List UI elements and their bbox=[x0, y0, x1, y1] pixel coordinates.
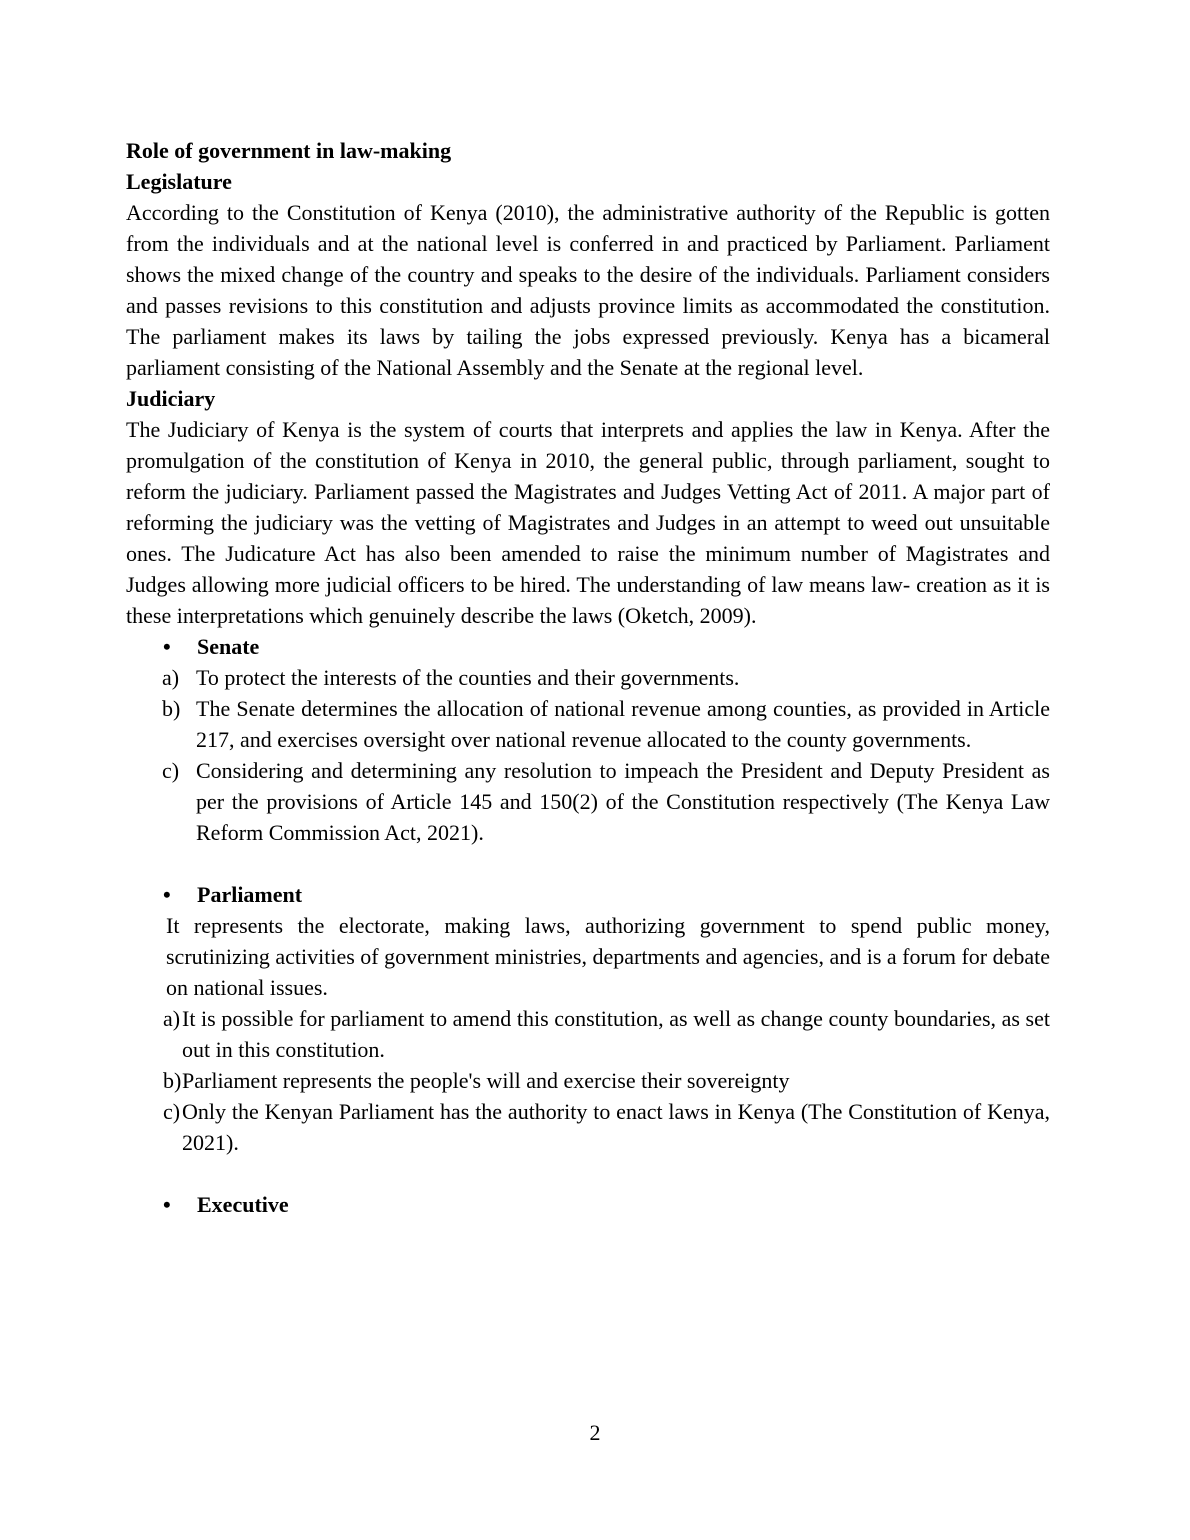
list-item-parliament-c bbox=[126, 1096, 1050, 1158]
document-body bbox=[126, 135, 1050, 1220]
bullet-heading-executive bbox=[126, 1189, 1050, 1220]
bullet-label-parliament: Parliament bbox=[197, 882, 303, 907]
list-marker: c) bbox=[162, 758, 180, 783]
heading-role-of-government: Role of government in law-making bbox=[126, 138, 452, 163]
list-item-parliament-a bbox=[126, 1003, 1050, 1065]
blank-line bbox=[126, 1158, 1050, 1189]
heading-judiciary: Judiciary bbox=[126, 386, 216, 411]
bullet-label-executive: Executive bbox=[197, 1192, 289, 1217]
page-number: 2 bbox=[589, 1420, 601, 1445]
bullet-icon: • bbox=[163, 1192, 171, 1217]
list-item-text: It is possible for parliament to amend this constitution, as well as change county boundaries, as set out in this constitution. bbox=[182, 1006, 1050, 1062]
list-item-senate-b bbox=[126, 693, 1050, 755]
bullet-heading-senate bbox=[126, 631, 1050, 662]
paragraph-judiciary: The Judiciary of Kenya is the system of courts that interprets and applies the law in Kenya. After the promulgation of the constitution of Kenya in 2010, the general public, through parliament, sought to reform the judiciary. Parliament passed the Magistrates and Judges Vetting Act of 2011. A major part of reforming the judiciary was the vetting of Magistrates and Judges in an attempt to weed out unsuitable ones. The Judicature Act has also been amended to raise the minimum number of Magistrates and Judges allowing more judicial officers to be hired. The understanding of law means law- creation as it is these interpretations which genuinely describe the laws (Oketch, 2009). bbox=[126, 417, 1050, 628]
heading-legislature: Legislature bbox=[126, 169, 232, 194]
list-marker: a) bbox=[163, 1006, 181, 1031]
list-marker: b) bbox=[163, 1068, 182, 1093]
list-item-text: Only the Kenyan Parliament has the authority to enact laws in Kenya (The Constitution of Kenya, 2021). bbox=[182, 1099, 1050, 1155]
list-item-parliament-b bbox=[126, 1065, 1050, 1096]
list-item-senate-c bbox=[126, 755, 1050, 848]
bullet-icon: • bbox=[163, 882, 171, 907]
paragraph-parliament-intro: It represents the electorate, making laws, authorizing government to spend public money, scrutinizing activities of government ministries, departments and agencies, and is a forum for debate on national issues. bbox=[166, 913, 1051, 1000]
list-item-senate-a bbox=[126, 662, 1050, 693]
paragraph-legislature: According to the Constitution of Kenya (2010), the administrative authority of the Republic is gotten from the individuals and at the national level is conferred in and practiced by Parliament. Parliament shows the mixed change of the country and speaks to the desire of the individuals. Parliament considers and passes revisions to this constitution and adjusts province limits as accommodated the constitution. The parliament makes its laws by tailing the jobs expressed previously. Kenya has a bicameral parliament consisting of the National Assembly and the Senate at the regional level. bbox=[126, 200, 1050, 380]
bullet-heading-parliament bbox=[126, 879, 1050, 910]
list-item-text: To protect the interests of the counties and their governments. bbox=[196, 665, 740, 690]
list-item-text: The Senate determines the allocation of national revenue among counties, as provided in Article 217, and exercises oversight over national revenue allocated to the county governments. bbox=[196, 696, 1050, 752]
list-item-text: Considering and determining any resolution to impeach the President and Deputy President as per the provisions of Article 145 and 150(2) of the Constitution respectively (The Kenya Law Reform Commission Act, 2021). bbox=[196, 758, 1050, 845]
list-marker: a) bbox=[162, 665, 180, 690]
blank-line bbox=[126, 848, 1050, 879]
list-item-text: Parliament represents the people's will and exercise their sovereignty bbox=[182, 1068, 790, 1093]
bullet-label-senate: Senate bbox=[197, 634, 260, 659]
list-marker: c) bbox=[163, 1099, 181, 1124]
list-marker: b) bbox=[162, 696, 181, 721]
bullet-icon: • bbox=[163, 634, 171, 659]
